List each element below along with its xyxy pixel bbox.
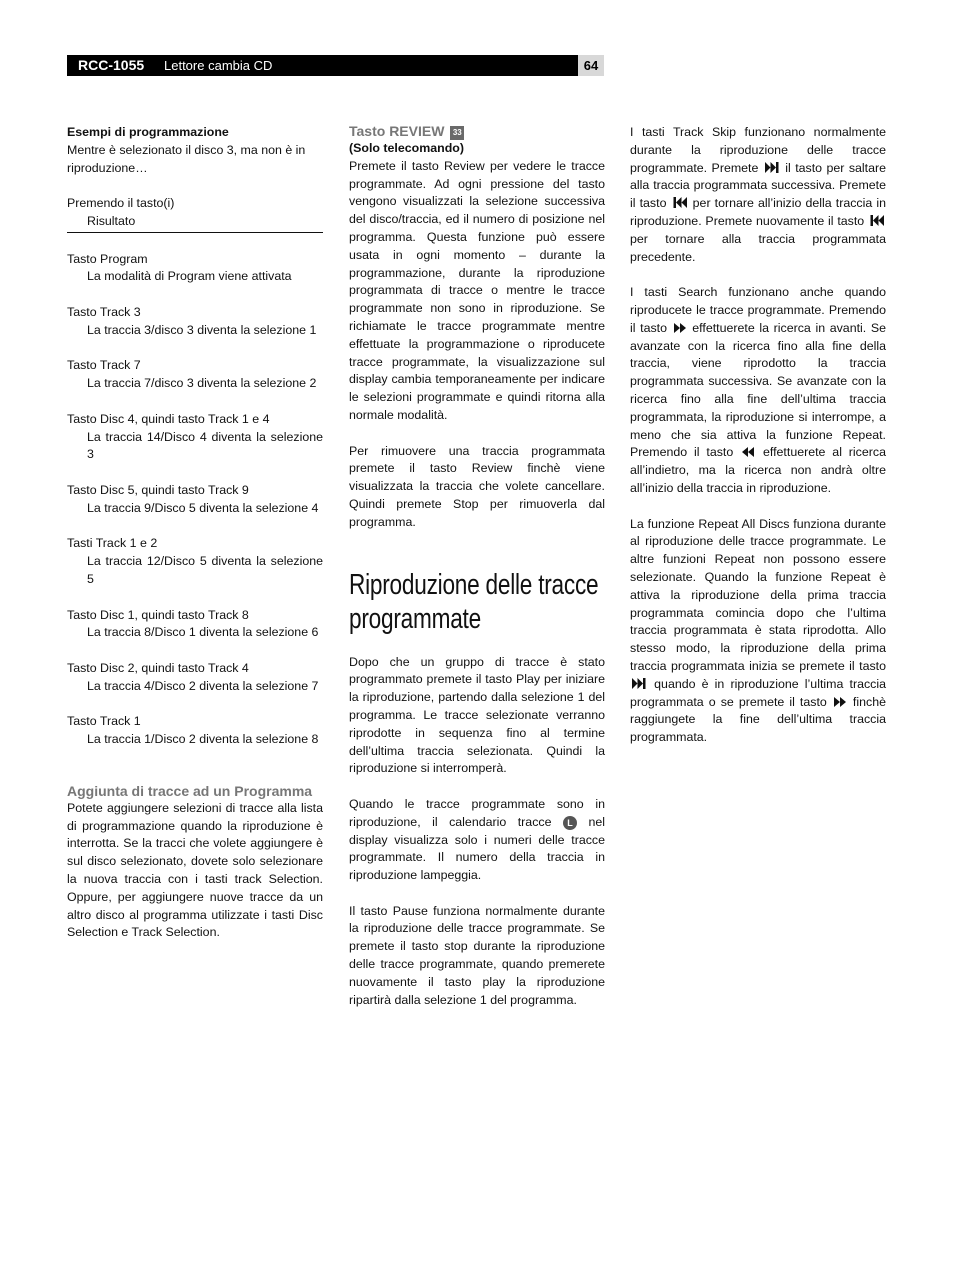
example-result: La modalità di Program viene attivata xyxy=(87,269,292,284)
review-paragraph: Premete il tasto Review per vedere le tracce programmate. Ad ogni pressione del tasto vengono visualizzati la selezione successiva del disco/traccia, ed il numero di posizione nel programma. Questa funzione può essere usata in ogni momento – durante la programmazione, durante la riproduzione programmata di tracce o mentre le tracce programmate non sono in riproduzione. Se richiamate le tracce programmate mentre effettuate la programmazione o riproducete tracce programmate, la visualizzazione sul display cambia temporaneamente per indicare le selezioni programmate e quindi ritorna alla normale modalità. xyxy=(349,158,605,422)
skip-back-icon xyxy=(673,197,687,208)
sub-heading: Aggiunta di tracce ad un Programma xyxy=(67,782,313,799)
example-key: Tasto Disc 5, quindi tasto Track 9 xyxy=(67,482,249,497)
playback-paragraph: Dopo che un gruppo di tracce è stato programmato premete il tasto Play per iniziare la riproduzione, partendo dalla selezione 1 del programma. Le tracce selezionate verranno riprodotte in sequenza fino al termine dell’ultima traccia selezionata. Quindi la riproduzione si interromperà. xyxy=(349,654,605,776)
repeat-text-c: finchè raggiungete la fine dell’ultima traccia programmata. xyxy=(630,694,886,745)
example-key: Tasto Disc 4, quindi tasto Track 1 e 4 xyxy=(67,411,270,426)
example-key: Tasto Disc 2, quindi tasto Track 4 xyxy=(67,660,249,675)
page-number: 64 xyxy=(578,55,604,76)
example-result: La traccia 1/Disco 2 diventa la selezione 8 xyxy=(87,732,319,747)
sub-paragraph: Potete aggiungere selezioni di tracce alla lista di programmazione quando la riproduzione è interrotta. Se la tracci che volete aggiungere è sul disco selezionato, dovete solo selezionare la nuova traccia con i tasti track Selection. Oppure, per aggiungere nuove tracce da un altro disco al programma utilizzate i tasti Disc Selection e Track Selection. xyxy=(67,800,323,940)
column-2 xyxy=(349,124,605,1009)
example-result: La traccia 14/Disco 4 diventa la selezione 3 xyxy=(87,429,323,462)
skip-paragraph xyxy=(630,124,886,266)
review-heading-text: Tasto REVIEW xyxy=(349,123,445,139)
example-result: La traccia 9/Disco 5 diventa la selezione 4 xyxy=(87,500,319,515)
review-heading xyxy=(349,123,605,140)
example-list xyxy=(67,251,323,749)
example-key: Tasto Track 3 xyxy=(67,304,141,319)
skip-text-b: il tasto per saltare alla traccia programmata successiva. Premete il tasto xyxy=(630,160,887,211)
repeat-text-a: La funzione Repeat All Discs funziona durante al riproduzione delle tracce programmate. Le altre funzioni Repeat non possono essere selezionate. Quando la funzione Repeat è attiva la riproduzione della prima traccia programmata comincia dopo che l’ultima traccia programmata è stata riprodotta. Allo stesso modo, la riproduzione della prima traccia programmata inizia se premete il tasto xyxy=(630,516,886,673)
rewind-icon xyxy=(742,447,754,457)
example-result: La traccia 7/disco 3 diventa la selezione 2 xyxy=(87,376,317,391)
section-heading: Esempi di programmazione xyxy=(67,125,229,139)
repeat-text-b: quando è in riproduzione l’ultima traccia programmata o se premete il tasto xyxy=(630,676,886,709)
calendar-text-a: Quando le tracce programmate sono in riproduzione, il calendario tracce xyxy=(349,796,605,829)
skip-back-icon xyxy=(870,215,884,226)
chapter-title xyxy=(349,568,599,636)
search-text-b: effettuerete la ricerca in avanti. Se avanzate con la ricerca fino alla fine della traccia, viene riprodotto la traccia programmata successiva. Se avanzate con la ricerca fino alla fine dell’ultima traccia programmata, la riproduzione si interrompe, a meno che sia attiva la funzione Repeat. Premendo il tasto xyxy=(630,320,887,460)
example-key: Tasto Disc 1, quindi tasto Track 8 xyxy=(67,607,249,622)
header-subtitle: Lettore cambia CD xyxy=(164,58,273,73)
skip-text-a: I tasti Track Skip funzionano normalmente durante la riproduzione delle tracce programmate. Premete xyxy=(630,125,886,175)
example-result: La traccia 8/Disco 1 diventa la selezione 6 xyxy=(87,625,319,640)
column-1 xyxy=(67,124,323,942)
fast-forward-icon xyxy=(674,323,686,333)
calendar-paragraph xyxy=(349,796,605,885)
repeat-paragraph xyxy=(630,516,886,747)
intro-text: Mentre è selezionato il disco 3, ma non è in riproduzione… xyxy=(67,142,306,175)
table-head-result: Risultato xyxy=(67,213,323,233)
example-key: Tasto Track 1 xyxy=(67,714,141,729)
skip-forward-icon xyxy=(765,162,779,173)
example-result: La traccia 3/disco 3 diventa la selezione 1 xyxy=(87,322,317,337)
calendar-badge-icon: L xyxy=(563,816,577,830)
search-paragraph xyxy=(630,284,886,498)
table-head-key: Premendo il tasto(i) xyxy=(67,196,175,211)
fast-forward-icon xyxy=(834,697,846,707)
calendar-text-b: nel display visualizza solo i numeri delle tracce programmate. Il numero della traccia in riproduzione lampeggia. xyxy=(349,814,605,883)
example-key: Tasto Track 7 xyxy=(67,358,141,373)
skip-forward-icon xyxy=(632,678,646,689)
chapter-title-line-1: Riproduzione delle tracce xyxy=(349,568,599,601)
example-key: Tasto Program xyxy=(67,251,148,266)
pause-paragraph: Il tasto Pause funziona normalmente durante la riproduzione delle tracce programmate. Se premete il tasto stop durante la riproduzione delle tracce programmate, quando premerete nuovamente il tasto play la riproduzione ripartirà dalla selezione 1 del programma. xyxy=(349,903,605,1007)
example-result: La traccia 12/Disco 5 diventa la selezione 5 xyxy=(87,554,323,586)
model-name: RCC-1055 xyxy=(78,57,145,73)
column-3 xyxy=(630,124,886,747)
remote-key-badge: 33 xyxy=(450,126,464,140)
skip-text-d: per tornare alla traccia programmata precedente. xyxy=(630,231,886,264)
chapter-title-line-2: programmate xyxy=(349,602,481,635)
example-result: La traccia 4/Disco 2 diventa la selezione 7 xyxy=(87,678,319,693)
skip-text-c: per tornare all’inizio della traccia in riproduzione. Premete nuovamente il tasto xyxy=(630,196,886,228)
search-text-a: I tasti Search funzionano anche quando riproducete le tracce programmate. Premendo il tasto xyxy=(630,285,886,335)
search-text-c: effettuerete al ricerca all’indietro, ma la ricerca non andrà oltre all’inizio della traccia in riproduzione. xyxy=(630,445,886,495)
remove-paragraph: Per rimuovere una traccia programmata premete il tasto Review finchè viene visualizzata la traccia che volete cancellare. Quindi premete Stop per rimuoverla dal programma. xyxy=(349,443,605,529)
remote-only-note: (Solo telecomando) xyxy=(349,141,464,155)
example-key: Tasti Track 1 e 2 xyxy=(67,536,158,551)
page-header xyxy=(67,55,604,76)
